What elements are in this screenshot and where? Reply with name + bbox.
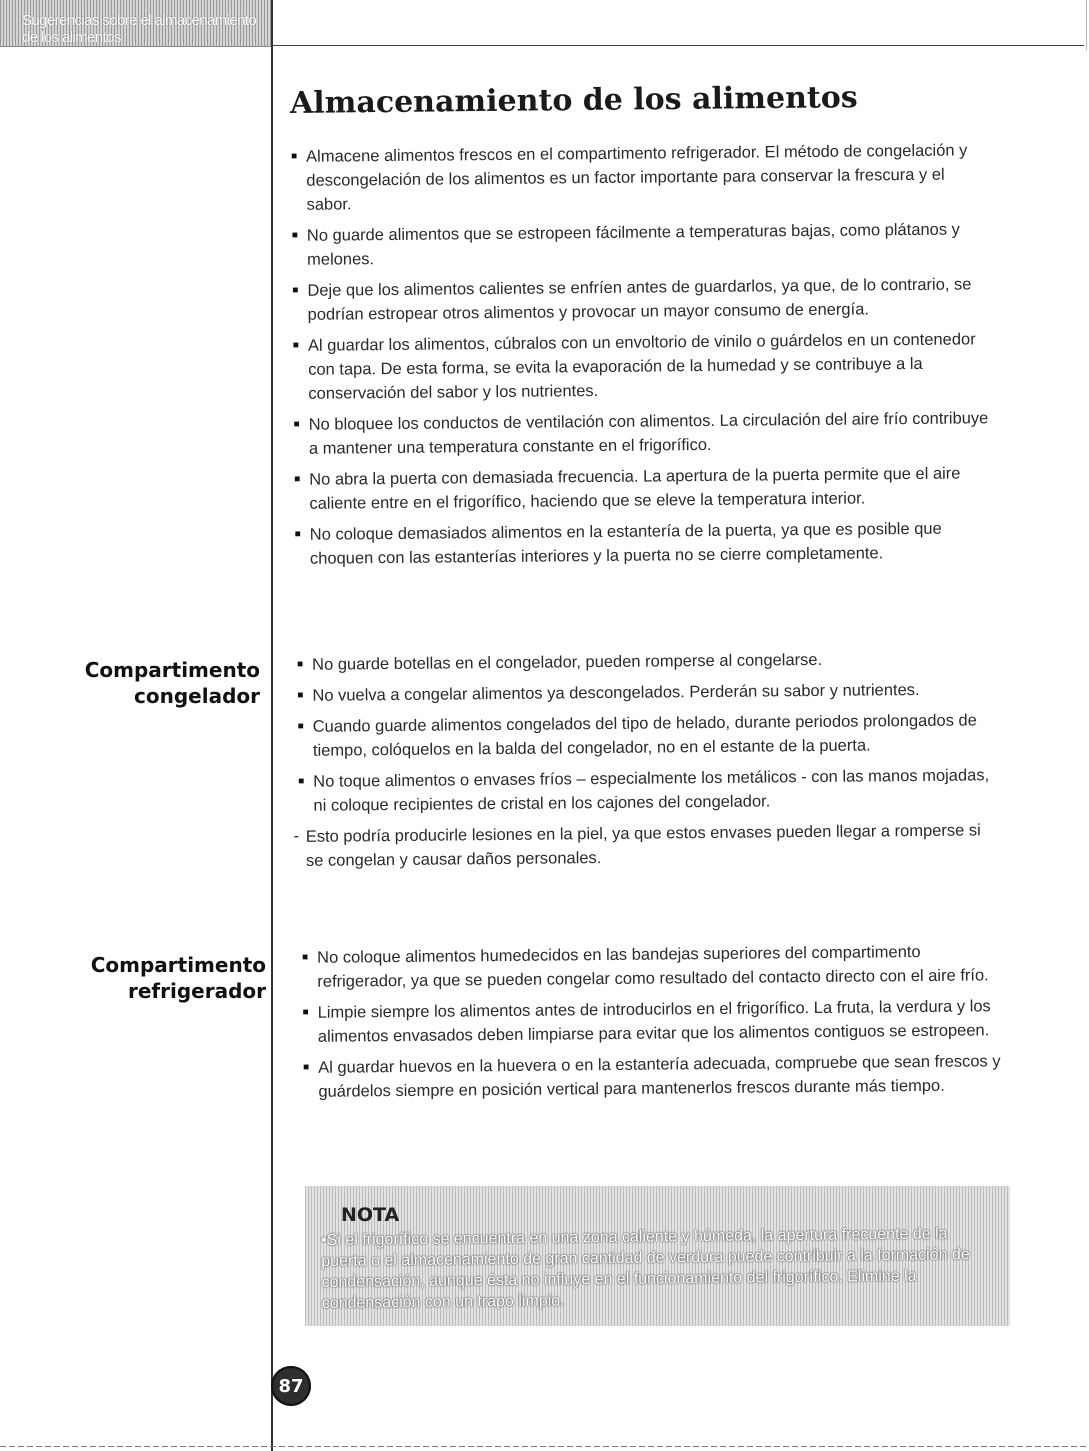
page-number: 87	[278, 1375, 304, 1397]
list-item: ■ Al guardar huevos en la huevera o en la estantería adecuada, compruebe que sean frescos y guárdelos siempre en posición vertical para mantenerlos frescos durante más tiempo.	[298, 1049, 1003, 1104]
page-number-badge	[271, 1366, 311, 1406]
list-item: ■ No coloque demasiados alimentos en la estantería de la puerta, ya que es posible que choquen con las estanterías interiores y la puerta no se cierre completamente.	[290, 516, 995, 571]
list-item: ■ No bloquee los conductos de ventilación con alimentos. La circulación del aire frío contribuye a mantener una temperatura constante en el frigorífico.	[289, 406, 994, 461]
list-item: ■ No guarde botellas en el congelador, pueden romperse al congelarse.	[292, 646, 997, 677]
general-tips-list	[286, 138, 995, 578]
page-edge-mark	[1086, 0, 1087, 50]
note-box	[305, 1186, 1010, 1326]
margin-divider	[271, 0, 273, 1451]
bullet-icon: ■	[294, 473, 301, 485]
bullet-icon: ■	[291, 229, 298, 241]
list-item: ■ Cuando guarde alimentos congelados del tipo de helado, durante periodos prolongados de tiempo, colóquelos en la balda del congelador, no en el estante de la puerta.	[293, 708, 998, 763]
bullet-icon: ■	[302, 1006, 309, 1018]
bullet-icon: ■	[297, 689, 304, 701]
fridge-heading: Compartimento refrigerador	[90, 953, 266, 1003]
fridge-tips-list	[297, 939, 1004, 1111]
note-text: •Si el frigorífico se encuentra en una zona caliente y húmeda, la apertura frecuente de la puerta o el almacenamiento de gran cantidad de verdura puede contribuir a la formación de condensación, aunque ésta no influye en el funcionamiento del frigorífico. Elimine la condensación con un trapo limpio.	[321, 1225, 970, 1312]
list-item: ■ No toque alimentos o envases fríos – especialmente los metálicos - con las manos mojadas, ni coloque recipientes de cristal en los cajones del congelador.	[293, 763, 998, 818]
bullet-icon: ■	[291, 150, 298, 162]
list-item: ■ Deje que los alimentos calientes se enfríen antes de guardarlos, ya que, de lo contrario, se podrían estropear otros alimentos y provocar un mayor consumo de energía.	[287, 272, 992, 327]
list-item: ■ Al guardar los alimentos, cúbralos con un envoltorio de vinilo o guárdelos en un contenedor con tapa. De esta forma, se evita la evaporación de la humedad y se contribuye a la conservación del sabor y los nutrientes.	[288, 327, 994, 406]
bullet-icon: ■	[297, 658, 304, 670]
section-header-label: Sugerencias sobre el almacenamiento de los alimentos	[22, 12, 257, 46]
bullet-icon: ■	[292, 339, 299, 351]
header-rule	[272, 45, 1084, 46]
list-item: ■ No coloque alimentos humedecidos en las bandejas superiores del compartimento refrigerador, ya que se pueden congelar como resultado del contacto directo con el aire frío.	[297, 939, 1002, 994]
list-item-note: - Esto podría producirle lesiones en la piel, ya que estos envases pueden llegar a romperse si se congelan y causar daños personales.	[293, 821, 981, 870]
bullet-icon: ■	[298, 775, 305, 787]
list-item: ■ No abra la puerta con demasiada frecuencia. La apertura de la puerta permite que el aire caliente entre en el frigorífico, haciendo que se eleve la temperatura interior.	[289, 461, 994, 516]
list-item: ■ No vuelva a congelar alimentos ya descongelados. Perderán su sabor y nutrientes.	[292, 677, 997, 708]
list-item: ■ Limpie siempre los alimentos antes de introducirlos en el frigorífico. La fruta, la verdura y los alimentos envasados deben limpiarse para evitar que los alimentos contiguos se estropeen.	[298, 994, 1003, 1049]
bottom-rule	[0, 1446, 1089, 1447]
bullet-icon: ■	[294, 528, 301, 540]
list-item: ■ Almacene alimentos frescos en el compartimento refrigerador. El método de congelación y descongelación de los alimentos es un factor importante para conservar la frescura y el sabor.	[286, 138, 992, 217]
page-title: Almacenamiento de los alimentos	[289, 80, 858, 121]
note-title: NOTA	[341, 1204, 400, 1226]
section-header-tab	[0, 0, 272, 47]
bullet-icon: ■	[297, 720, 304, 732]
freezer-heading: Compartimento congelador	[84, 658, 260, 708]
dash-icon: -	[293, 827, 300, 845]
bullet-icon: ■	[292, 284, 299, 296]
bullet-icon: ■	[302, 951, 309, 963]
list-item: ■ No guarde alimentos que se estropeen fácilmente a temperaturas bajas, como plátanos y melones.	[287, 217, 992, 272]
freezer-tips-list	[292, 646, 999, 880]
bullet-icon: ■	[303, 1061, 310, 1073]
bullet-icon: ■	[293, 418, 300, 430]
